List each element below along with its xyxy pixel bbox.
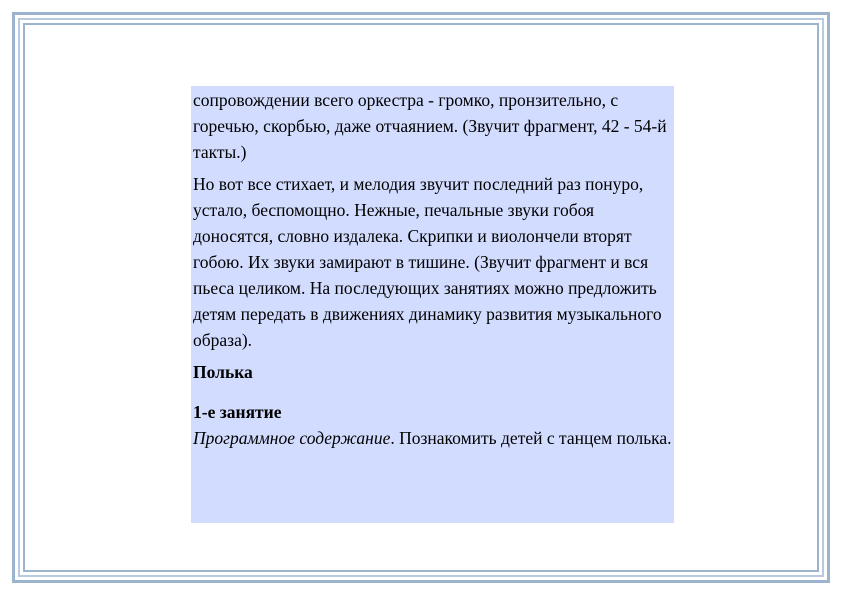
program-content-text: . Познакомить детей с танцем полька. [390, 428, 672, 448]
program-content-label: Программное содержание [193, 428, 391, 448]
paragraph-2: Но вот все стихает, и мелодия звучит последний раз понуро, устало, беспомощно. Нежные, печальные звуки гобоя доносятся, словно издалека. Скрипки и виолончели вторят гобою. Их звуки замирают в тишине. (Звучит фрагмент и вся пьеса целиком. На последующих занятиях можно предложить детям передать в движениях динамику развития музыкального образа). [193, 174, 662, 350]
text-box [191, 86, 674, 523]
paragraph-1: сопровождении всего оркестра - громко, пронзительно, с горечью, скорбью, даже отчаянием. (Звучит фрагмент, 42 - 54-й такты.) [193, 90, 667, 162]
program-content-line [193, 425, 672, 451]
lesson-heading: 1-е занятие [193, 402, 282, 422]
section-heading-polka: Полька [193, 362, 253, 382]
